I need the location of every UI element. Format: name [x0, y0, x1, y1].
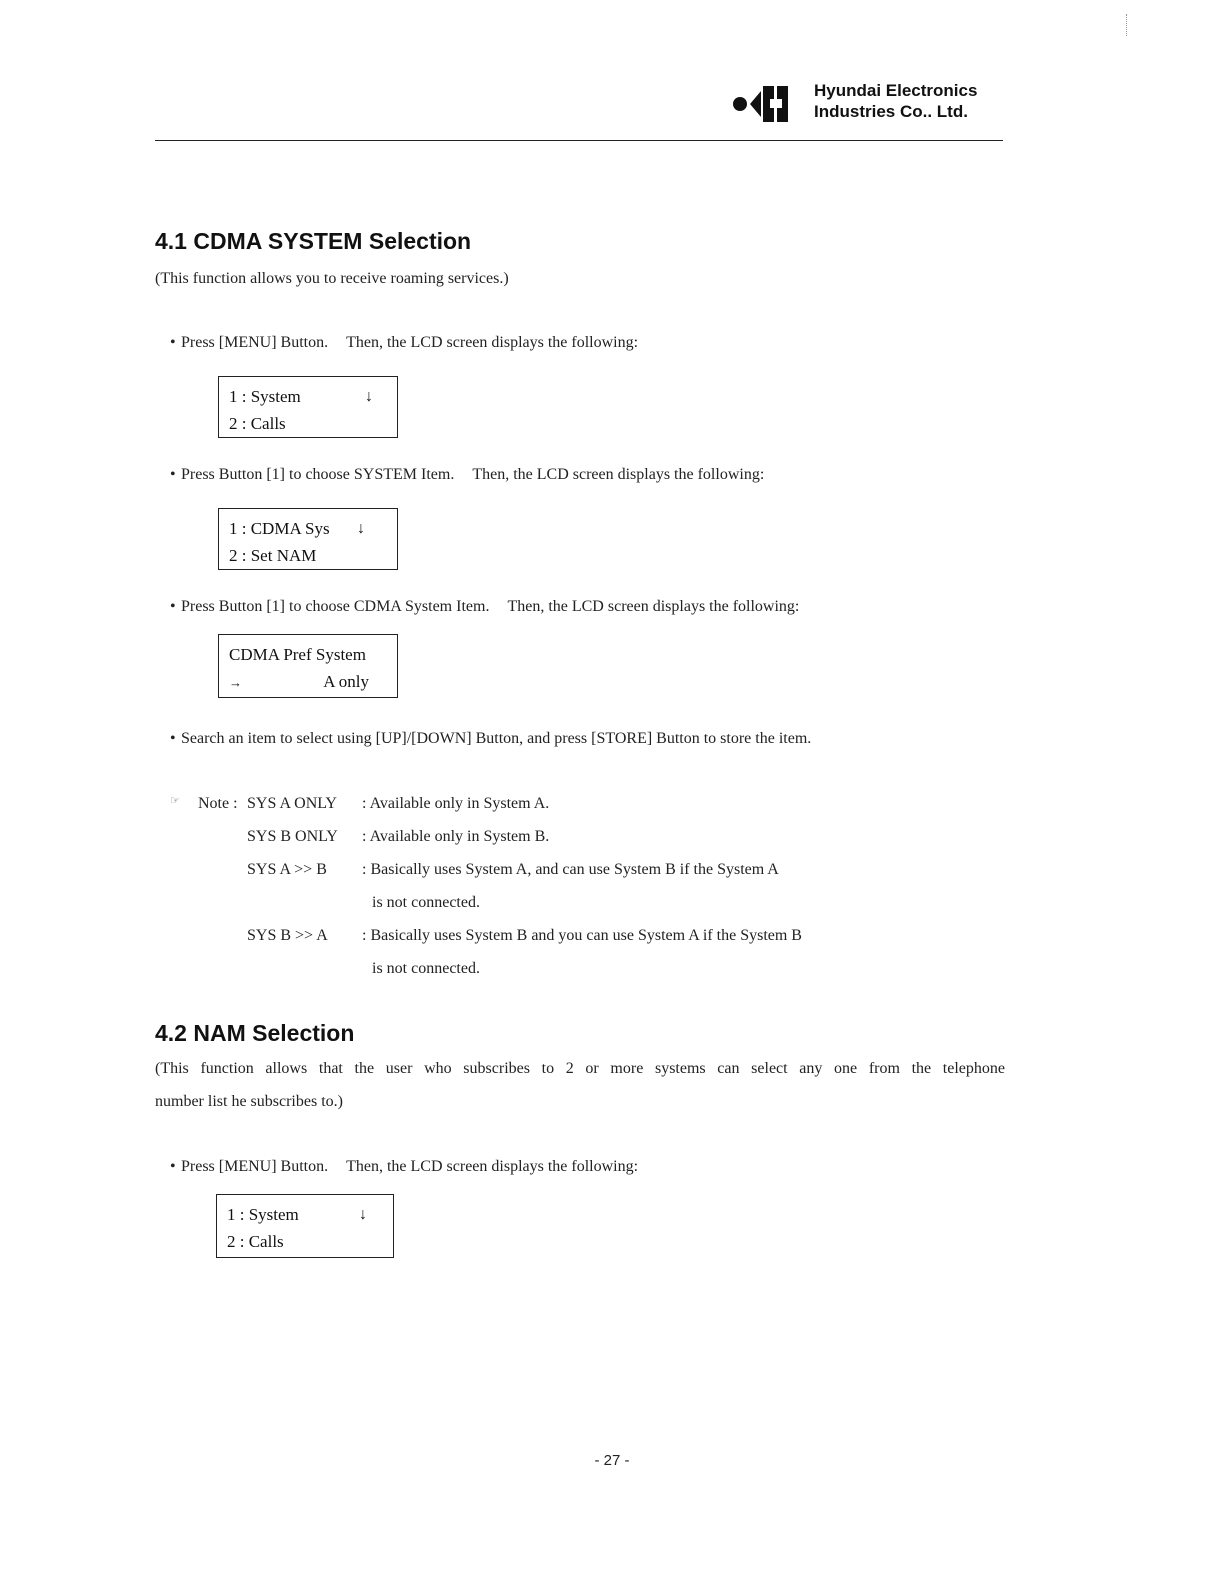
bullet: • [170, 598, 176, 615]
lcd-line-1: 1 : System [227, 1205, 299, 1224]
note-key: SYS B >> A [247, 927, 328, 944]
note-key: SYS B ONLY [247, 828, 338, 845]
down-arrow-icon: ↓ [357, 520, 365, 537]
step-41-2 [170, 466, 764, 484]
step-41-3 [170, 598, 799, 616]
lcd-line-2: 2 : Calls [227, 1232, 284, 1251]
note-key: SYS A ONLY [247, 795, 337, 812]
right-arrow-icon: → [229, 675, 242, 690]
down-arrow-icon: ↓ [365, 388, 373, 405]
company-name [814, 80, 977, 122]
lcd-line-2: 2 : Set NAM [229, 546, 317, 565]
note-desc: : Available only in System A. [362, 795, 550, 812]
section-42-title: 4.2 NAM Selection [155, 1020, 355, 1046]
note-desc: : Available only in System B. [362, 828, 550, 845]
page-number: - 27 - [594, 1452, 630, 1469]
company-line-1: Hyundai Electronics [814, 81, 978, 100]
lcd-line-1: 1 : CDMA Sys [229, 519, 330, 538]
section-42-intro-line-1: (This function allows that the user who subscribes to 2 or more systems can select any one from the telephone [155, 1060, 1005, 1077]
note-prefix: Note : [198, 795, 238, 812]
scan-mark [1126, 14, 1129, 36]
lcd-line-1: CDMA Pref System [229, 645, 366, 664]
step-result: Then, the LCD screen displays the following: [346, 1158, 639, 1175]
step-action: Press [MENU] Button. [181, 1158, 329, 1175]
step-41-4 [170, 730, 811, 748]
company-line-2: Industries Co.. Ltd. [814, 102, 968, 121]
step-action: Press Button [1] to choose CDMA System Item. [181, 598, 490, 615]
header-rule [155, 140, 1003, 141]
step-result: Then, the LCD screen displays the following: [507, 598, 800, 615]
lcd-display-42-1 [216, 1194, 394, 1258]
lcd-display-41-1 [218, 376, 398, 438]
section-41-title: 4.1 CDMA SYSTEM Selection [155, 228, 472, 254]
lcd-line-2-value: A only [323, 672, 369, 691]
section-42-intro-line-2: number list he subscribes to.) [155, 1093, 343, 1110]
note-desc: : Basically uses System B and you can use System A if the System B [362, 927, 802, 944]
step-result: Then, the LCD screen displays the following: [472, 466, 765, 483]
down-arrow-icon: ↓ [359, 1206, 367, 1223]
bullet: • [170, 730, 176, 747]
note-desc: : Basically uses System A, and can use System B if the System A [362, 861, 779, 878]
step-result: Then, the LCD screen displays the following: [346, 334, 639, 351]
lcd-display-41-3 [218, 634, 398, 698]
note-desc-cont: is not connected. [372, 894, 480, 911]
step-41-1 [170, 334, 638, 352]
note-pointer-icon: ☞ [170, 795, 180, 807]
hyundai-logo-icon [732, 82, 800, 126]
note-desc-cont: is not connected. [372, 960, 480, 977]
step-action: Press [MENU] Button. [181, 334, 329, 351]
bullet: • [170, 1158, 176, 1175]
lcd-line-1: 1 : System [229, 387, 301, 406]
step-action: Press Button [1] to choose SYSTEM Item. [181, 466, 455, 483]
lcd-display-41-2 [218, 508, 398, 570]
step-42-1 [170, 1158, 638, 1176]
step-text: Search an item to select using [UP]/[DOWN] Button, and press [STORE] Button to store the item. [181, 730, 812, 747]
lcd-line-2: 2 : Calls [229, 414, 286, 433]
bullet: • [170, 466, 176, 483]
bullet: • [170, 334, 176, 351]
note-key: SYS A >> B [247, 861, 327, 878]
section-41-intro: (This function allows you to receive roaming services.) [155, 270, 509, 287]
